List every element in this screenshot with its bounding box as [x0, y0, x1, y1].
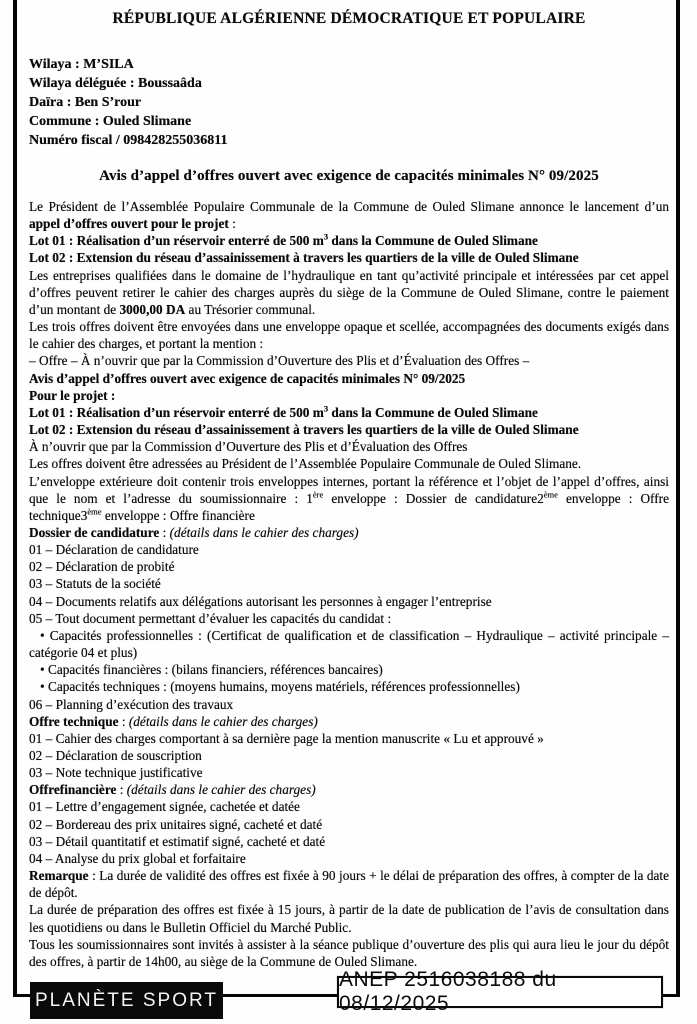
body-line: 03 – Statuts de la société: [29, 576, 161, 592]
body-line: Dossier de candidature : (détails dans le cahier des charges): [29, 524, 359, 540]
body-line: La durée de préparation des offres est fixée à 15 jours, à partir de la date de publication de l’avis de consultation dans les quotidiens ou dans le Bulletin Officiel du Marché Public.: [29, 902, 669, 935]
body-line: 04 – Documents relatifs aux délégations autorisant les personnes à engager l’entreprise: [29, 593, 492, 609]
body-line: – Offre – À n’ouvrir que par la Commission d’Ouverture des Plis et d’Évaluation des Offres –: [29, 353, 530, 369]
anep-reference: ANEP 2516038188 du 08/12/2025: [337, 976, 663, 1008]
body-line: Les entreprises qualifiées dans le domaine de l’hydraulique en tant qu’activité principale et intéressées par cet appel d’offres peuvent retirer le cahier des charges auprès du siège de la Commune de Ouled Slimane, contre le paiement d’un montant de 3000,00 DA au Trésorier communal.: [29, 267, 669, 317]
info-line: Commune : Ouled Slimane: [29, 114, 192, 129]
body-line: 01 – Déclaration de candidature: [29, 542, 199, 558]
info-line: Daïra : Ben S’rour: [29, 95, 142, 110]
body-line: 06 – Planning d’exécution des travaux: [29, 696, 234, 712]
body-line: 02 – Déclaration de probité: [29, 559, 175, 575]
body-line: Offrefinancière : (détails dans le cahier des charges): [29, 782, 316, 798]
body-line: Lot 02 : Extension du réseau d’assainissement à travers les quartiers de la ville de Ouled Slimane: [29, 250, 579, 266]
body-line: Pour le projet :: [29, 387, 116, 403]
body-line: Avis d’appel d’offres ouvert avec exigence de capacités minimales N° 09/2025: [29, 370, 466, 386]
body-line: 02 – Bordereau des prix unitaires signé, cacheté et daté: [29, 816, 323, 832]
body-line: Les offres doivent être adressées au Président de l’Assemblée Populaire Communale de Ouled Slimane.: [29, 456, 582, 472]
document-content: [29, 6, 669, 970]
body-line: Lot 02 : Extension du réseau d’assainissement à travers les quartiers de la ville de Ouled Slimane: [29, 422, 579, 438]
body-line: Tous les soumissionnaires sont invités à assister à la séance publique d’ouverture des plis qui aura lieu le jour du dépôt des offres, à partir de 14h00, au siège de la Commune de Ouled Slimane.: [29, 936, 669, 969]
info-block: [29, 55, 669, 150]
body-line: 01 – Cahier des charges comportant à sa dernière page la mention manuscrite « Lu et approuvé »: [29, 730, 544, 746]
publisher-badge: PLANÈTE SPORT: [30, 982, 223, 1019]
body-line: • Capacités financières : (bilans financiers, références bancaires): [40, 662, 383, 678]
body-line: 05 – Tout document permettant d’évaluer les capacités du candidat :: [29, 610, 392, 626]
body-line: 03 – Note technique justificative: [29, 765, 203, 781]
info-line: Wilaya déléguée : Boussaâda: [29, 76, 202, 91]
republic-header: RÉPUBLIQUE ALGÉRIENNE DÉMOCRATIQUE ET POPULAIRE: [112, 10, 586, 27]
notice-title: Avis d’appel d’offres ouvert avec exigence de capacités minimales N° 09/2025: [99, 168, 599, 184]
body-line: L’enveloppe extérieure doit contenir trois enveloppes internes, portant la référence et l’objet de l’appel d’offres, ainsi que le nom et l’adresse du soumissionnaire : 1ère enveloppe : Dossier de candidature2ème enveloppe : Offre technique3ème enveloppe : Offre financière: [29, 473, 669, 523]
document-body: [29, 198, 669, 970]
body-line: Le Président de l’Assemblée Populaire Communale de la Commune de Ouled Slimane annonce le lancement d’un appel d’offres ouvert pour le projet :: [29, 199, 669, 232]
info-line: Wilaya : M’SILA: [29, 57, 134, 72]
body-line: Offre technique : (détails dans le cahier des charges): [29, 713, 318, 729]
body-line: À n’ouvrir que par la Commission d’Ouverture des Plis et d’Évaluation des Offres: [29, 439, 468, 455]
body-line: Remarque : La durée de validité des offres est fixée à 90 jours + le délai de préparation des offres, à compter de la date de dépôt.: [29, 868, 669, 901]
body-line: 01 – Lettre d’engagement signée, cachetée et datée: [29, 799, 300, 815]
info-line: Numéro fiscal / 098428255036811: [29, 133, 228, 148]
body-line: • Capacités professionnelles : (Certificat de qualification et de classification – Hydraulique – activité principale – catégorie 04 et plus): [29, 627, 669, 661]
body-line: Les trois offres doivent être envoyées dans une enveloppe opaque et scellée, accompagnées des documents exigés dans le cahier des charges, et portant la mention :: [29, 319, 669, 352]
body-line: Lot 01 : Réalisation d’un réservoir enterré de 500 $m^3$ dans la Commune de Ouled Slimane: [29, 231, 538, 249]
body-line: 04 – Analyse du prix global et forfaitaire: [29, 850, 246, 866]
body-line: 03 – Détail quantitatif et estimatif signé, cacheté et daté: [29, 833, 326, 849]
body-line: • Capacités techniques : (moyens humains, moyens matériels, références professionnelles): [40, 679, 520, 695]
body-line: Lot 01 : Réalisation d’un réservoir enterré de 500 $m^3$ dans la Commune de Ouled Slimane: [29, 403, 538, 420]
body-line: 02 – Déclaration de souscription: [29, 748, 202, 763]
